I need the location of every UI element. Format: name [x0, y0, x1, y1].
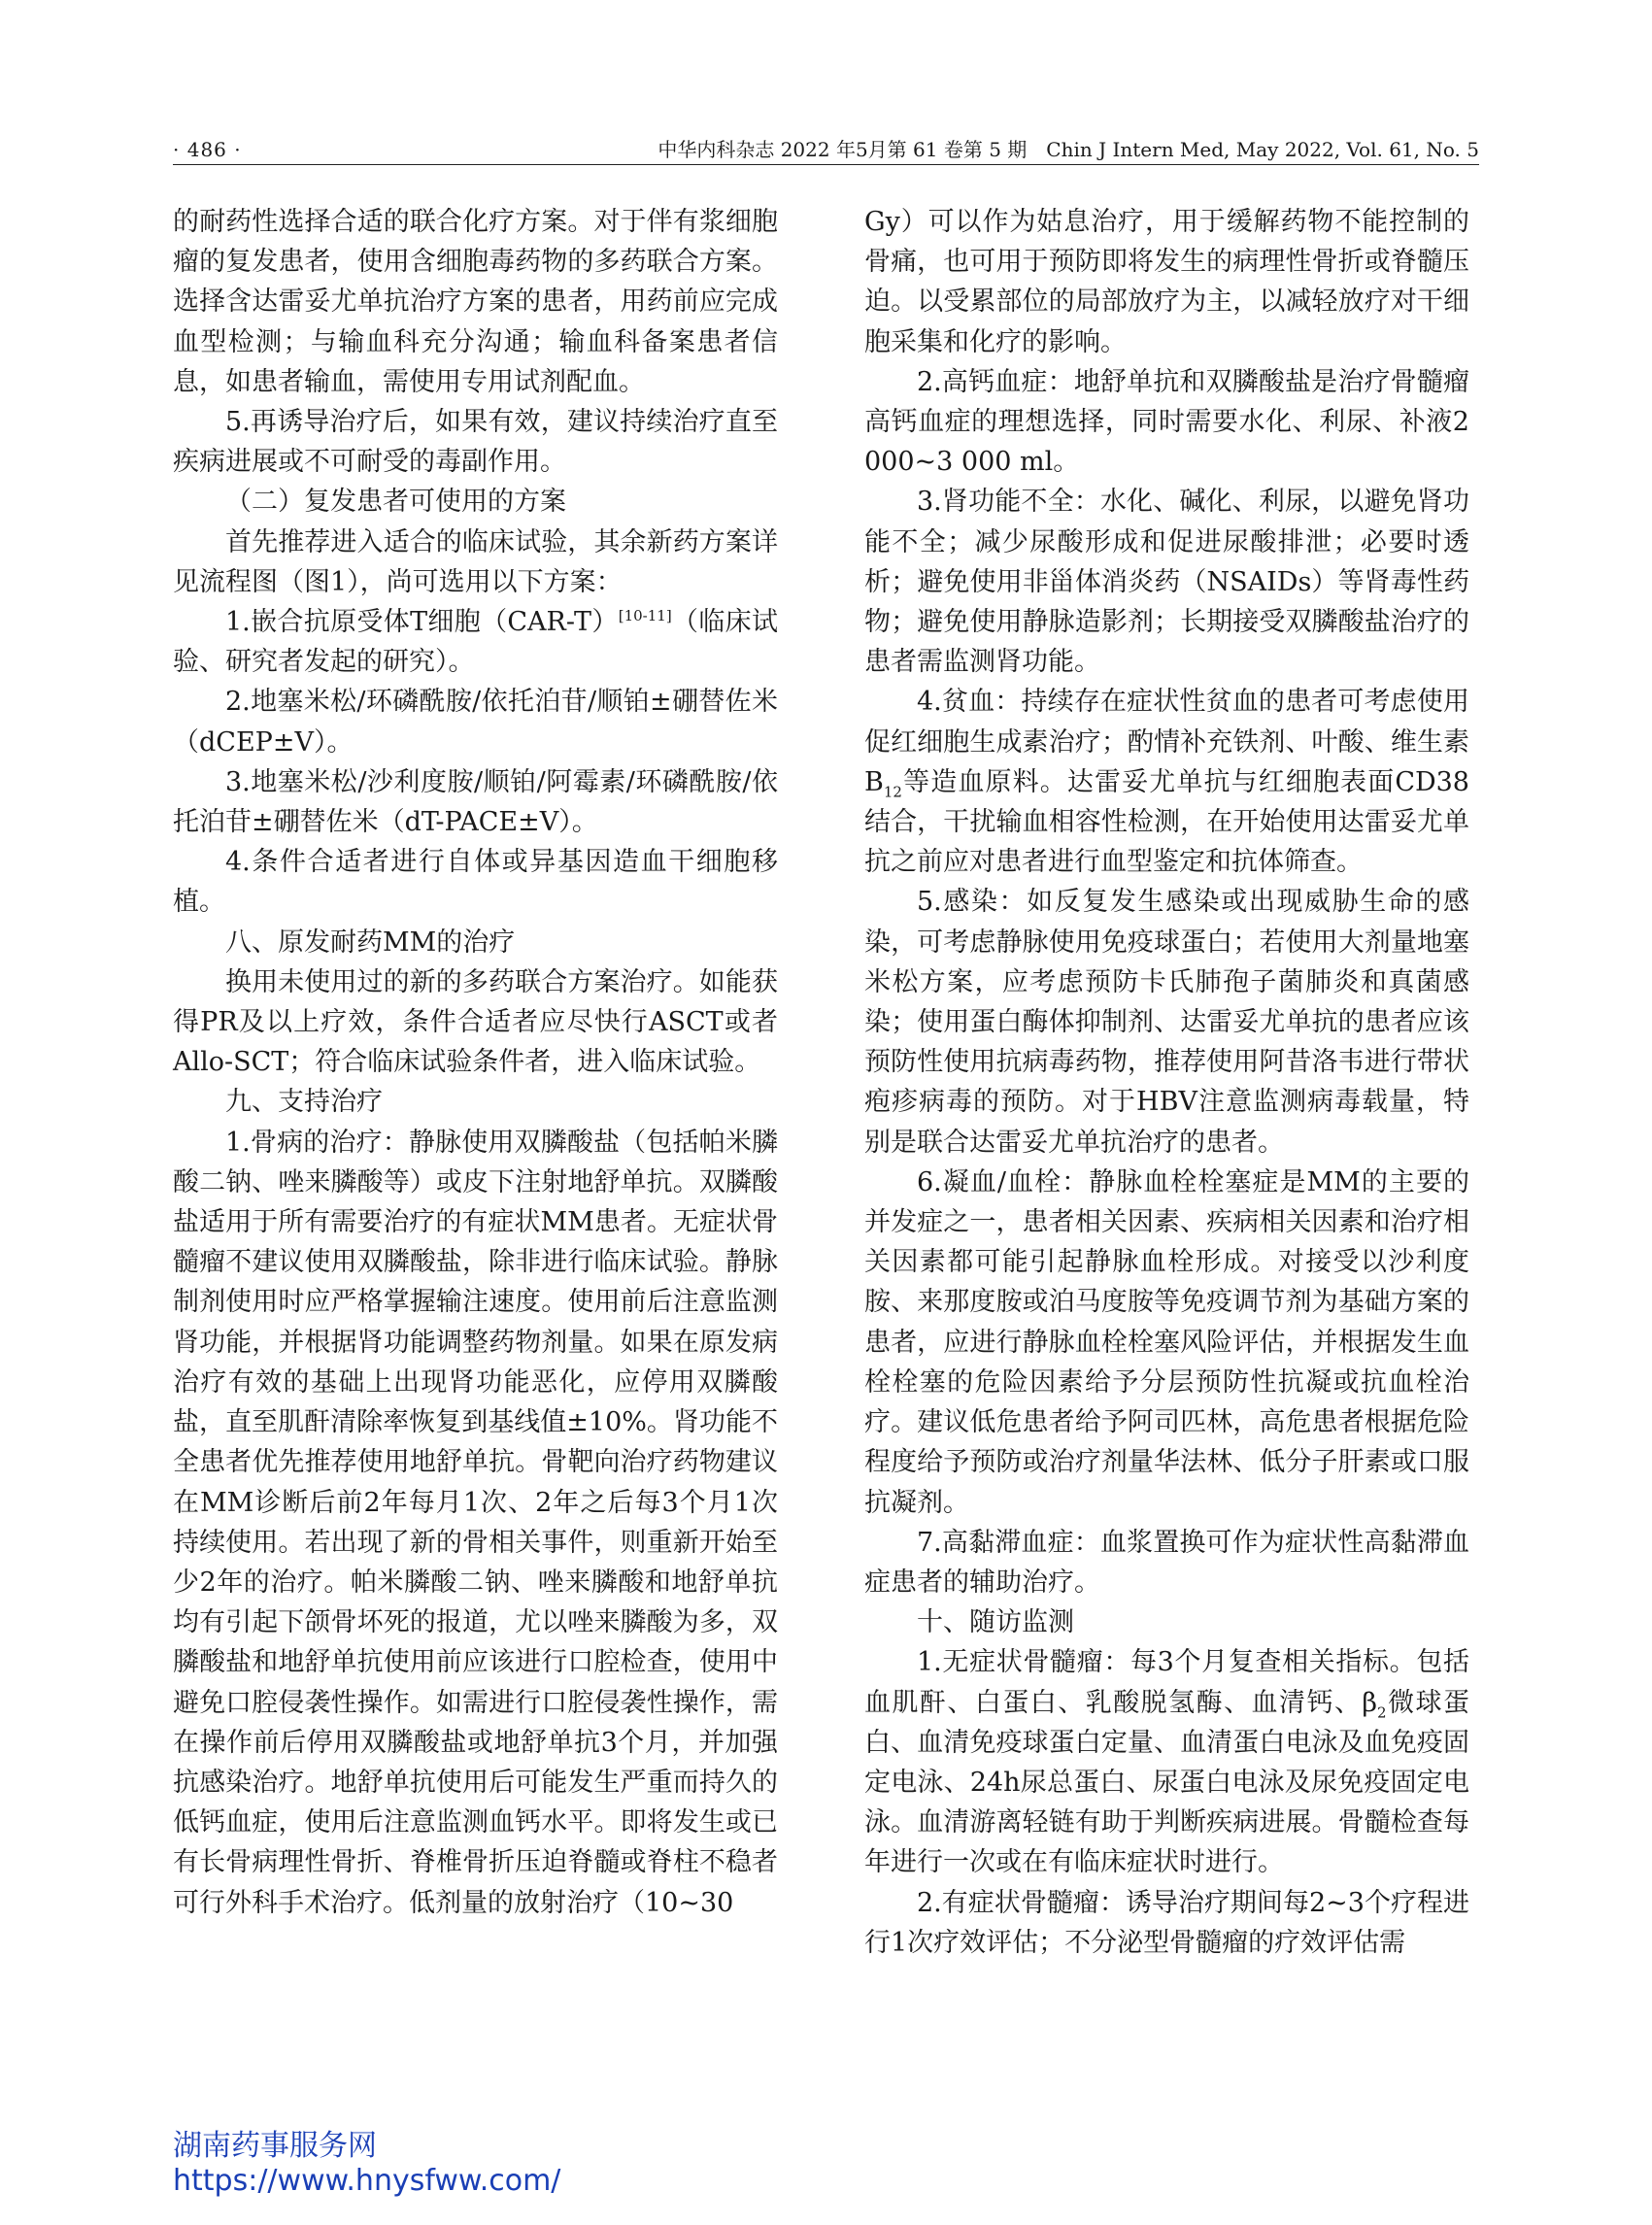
header-rule [173, 164, 1479, 165]
paragraph [864, 682, 1469, 882]
paragraph-text: 1.嵌合抗原受体T细胞（CAR-T） [225, 607, 619, 638]
subscript: 12 [883, 783, 902, 801]
paragraph [864, 1642, 1469, 1882]
paragraph: Gy）可以作为姑息治疗，用于缓解药物不能控制的骨痛，也可用于预防即将发生的病理性骨折或脊髓压迫。以受累部位的局部放疗为主，以减轻放疗对干细胞采集和化疗的影响。 [864, 207, 1469, 357]
paragraph: 1.骨病的治疗：静脉使用双膦酸盐（包括帕米膦酸二钠、唑来膦酸等）或皮下注射地舒单抗。双膦酸盐适用于所有需要治疗的有症状MM患者。无症状骨髓瘤不建议使用双膦酸盐，除非进行临床试验。静脉制剂使用时应严格掌握输注速度。使用前后注意监测肾功能，并根据肾功能调整药物剂量。如果在原发病治疗有效的基础上出现肾功能恶化，应停用双膦酸盐，直至肌酐清除率恢复到基线值±10%。肾功能不全患者优先推荐使用地舒单抗。骨靶向治疗药物建议在MM诊断后前2年每月1次、2年之后每3个月1次持续使用。若出现了新的骨相关事件，则重新开始至少2年的治疗。帕米膦酸二钠、唑来膦酸和地舒单抗均有引起下颌骨坏死的报道，尤以唑来膦酸为多，双膦酸盐和地舒单抗使用前应该进行口腔检查，使用中避免口腔侵袭性操作。如需进行口腔侵袭性操作，需在操作前后停用双膦酸盐或地舒单抗3个月，并加强抗感染治疗。地舒单抗使用后可能发生严重而持久的低钙血症，使用后注意监测血钙水平。即将发生或已有长骨病理性骨折、脊椎骨折压迫脊髓或脊柱不稳者可行外科手术治疗。低剂量的放射治疗（10~30 [173, 1127, 778, 1918]
watermark-site-name: 湖南药事服务网 [173, 2129, 377, 2163]
right-column [864, 202, 1469, 1963]
running-header [173, 134, 1479, 165]
watermark-url[interactable]: https://www.hnysfww.com/ [173, 2164, 561, 2198]
citation-ref: [10-11] [618, 607, 672, 625]
paragraph: 5.感染：如反复发生感染或出现威胁生命的感染，可考虑静脉使用免疫球蛋白；若使用大剂量地塞米松方案，应考虑预防卡氏肺孢子菌肺炎和真菌感染；使用蛋白酶体抑制剂、达雷妥尤单抗的患者应该预防性使用抗病毒药物，推荐使用阿昔洛韦进行带状疱疹病毒的预防。对于HBV注意监测病毒载量，特别是联合达雷妥尤单抗治疗的患者。 [864, 887, 1469, 1158]
paragraph: 换用未使用过的新的多药联合方案治疗。如能获得PR及以上疗效，条件合适者应尽快行ASCT或者Allo-SCT；符合临床试验条件者，进入临床试验。 [173, 966, 778, 1078]
paragraph: 4.条件合适者进行自体或异基因造血干细胞移植。 [173, 847, 778, 918]
left-column [173, 202, 778, 1923]
paragraph: 3.肾功能不全：水化、碱化、利尿，以避免肾功能不全；减少尿酸形成和促进尿酸排泄；必要时透析；避免使用非甾体消炎药（NSAIDs）等肾毒性药物；避免使用静脉造影剂；长期接受双膦酸盐治疗的患者需监测肾功能。 [864, 487, 1469, 678]
paragraph: 2.有症状骨髓瘤：诱导治疗期间每2~3个疗程进行1次疗效评估；不分泌型骨髓瘤的疗效评估需 [864, 1887, 1469, 1958]
paragraph: 2.地塞米松/环磷酰胺/依托泊苷/顺铂±硼替佐米（dCEP±V）。 [173, 687, 778, 758]
paragraph: （二）复发患者可使用的方案 [225, 487, 566, 518]
watermark [173, 2129, 560, 2199]
page-number: · 486 · [173, 138, 242, 161]
paragraph: 首先推荐进入适合的临床试验，其余新药方案详见流程图（图1），尚可选用以下方案： [173, 526, 778, 597]
paragraph: 八、原发耐药MM的治疗 [225, 927, 516, 958]
paragraph-text: 等造血原料。达雷妥尤单抗与红细胞表面CD38结合，干扰输血相容性检测，在开始使用达雷妥尤单抗之前应对患者进行血型鉴定和抗体筛查。 [864, 766, 1469, 878]
paragraph: 3.地塞米松/沙利度胺/顺铂/阿霉素/环磷酰胺/依托泊苷±硼替佐米（dT-PACE±V）。 [173, 766, 778, 838]
paragraph: 7.高黏滞血症：血浆置换可作为症状性高黏滞血症患者的辅助治疗。 [864, 1527, 1469, 1598]
paragraph [173, 602, 778, 682]
paragraph: 的耐药性选择合适的联合化疗方案。对于伴有浆细胞瘤的复发患者，使用含细胞毒药物的多药联合方案。选择含达雷妥尤单抗治疗方案的患者，用药前应完成血型检测；与输血科充分沟通；输血科备案患者信息，如患者输血，需使用专用试剂配血。 [173, 207, 778, 397]
paragraph: 6.凝血/血栓：静脉血栓栓塞症是MM的主要的并发症之一，患者相关因素、疾病相关因素和治疗相关因素都可能引起静脉血栓形成。对接受以沙利度胺、来那度胺或泊马度胺等免疫调节剂为基础方案的患者，应进行静脉血栓栓塞风险评估，并根据发生血栓栓塞的危险因素给予分层预防性抗凝或抗血栓治疗。建议低危患者给予阿司匹林，高危患者根据危险程度给予预防或治疗剂量华法林、低分子肝素或口服抗凝剂。 [864, 1166, 1469, 1518]
paragraph: 十、随访监测 [917, 1607, 1074, 1638]
paragraph-text: 1.无症状骨髓瘤：每3个月复查相关指标。包括血肌酐、白蛋白、乳酸脱氢酶、血清钙、β [864, 1647, 1469, 1718]
paragraph: 2.高钙血症：地舒单抗和双膦酸盐是治疗骨髓瘤高钙血症的理想选择，同时需要水化、利尿、补液2 000~3 000 ml。 [864, 366, 1469, 478]
paragraph: 九、支持治疗 [225, 1087, 383, 1118]
paragraph-text: 4.贫血：持续存在症状性贫血的患者可考虑使用促红细胞生成素治疗；酌情补充铁剂、叶酸、维生素B [864, 687, 1469, 797]
journal-citation: 中华内科杂志 2022 年5月第 61 卷第 5 期 Chin J Intern Med, May 2022, Vol. 61, No. 5 [657, 138, 1479, 161]
subscript: 2 [1377, 1702, 1387, 1721]
paragraph-text: （临床试验、研究者发起的研究）。 [173, 607, 778, 678]
paragraph: 5.再诱导治疗后，如果有效，建议持续治疗直至疾病进展或不可耐受的毒副作用。 [173, 407, 778, 478]
paragraph-text: 微球蛋白、血清免疫球蛋白定量、血清蛋白电泳及血免疫固定电泳、24h尿总蛋白、尿蛋白电泳及尿免疫固定电泳。血清游离轻链有助于判断疾病进展。骨髓检查每年进行一次或在有临床症状时进行。 [864, 1687, 1469, 1878]
